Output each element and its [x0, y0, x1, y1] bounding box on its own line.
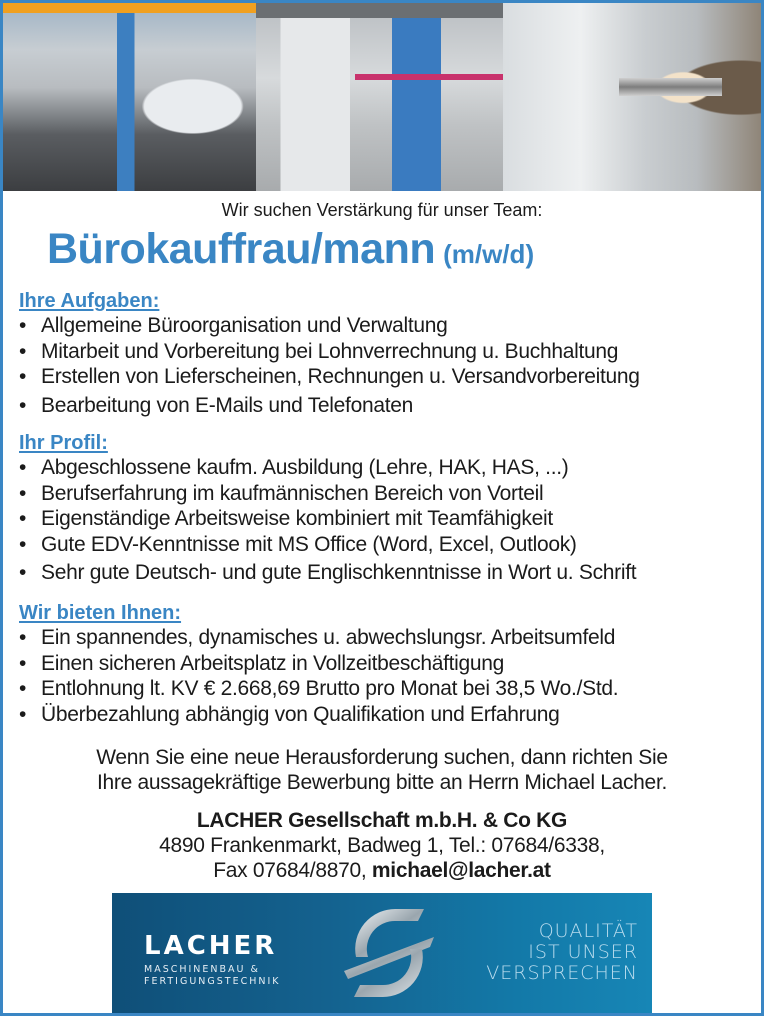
company-fax: Fax 07684/8870,	[213, 859, 372, 882]
bullet-icon: •	[19, 532, 27, 556]
list-item: • Erstellen von Lieferscheinen, Rechnungen u. Versandvorbereitung	[19, 365, 640, 388]
job-title-suffix: (m/w/d)	[443, 239, 535, 269]
intro-text: Wir suchen Verstärkung für unser Team:	[221, 200, 543, 220]
list-item: • Sehr gute Deutsch- und gute Englischkenntnisse in Wort u. Schrift	[19, 561, 637, 584]
job-title	[47, 225, 761, 274]
company-fax-email	[3, 858, 761, 883]
section-profile	[19, 431, 759, 586]
email-link[interactable]: michael@lacher.at	[371, 859, 551, 882]
bullet-icon: •	[19, 314, 27, 337]
photo-milling-tool	[503, 3, 761, 191]
brand-slogan: QUALITÄT IST UNSER VERSPRECHEN	[486, 920, 638, 984]
bullet-icon: •	[19, 481, 27, 505]
list-item: • Eigenständige Arbeitsweise kombiniert mit Teamfähigkeit	[19, 507, 553, 530]
lacher-logo-icon	[334, 901, 444, 1005]
company-contact	[3, 808, 761, 883]
job-title-main: Bürokauffrau/mann	[47, 225, 436, 273]
list-item: • Einen sicheren Arbeitsplatz in Vollzeitbeschäftigung	[19, 651, 505, 675]
brand-wordmark: LACHER	[144, 931, 278, 961]
offer-list	[19, 625, 759, 727]
section-tasks	[19, 289, 759, 418]
bullet-icon: •	[19, 507, 27, 530]
bullet-icon: •	[19, 393, 27, 417]
brand-subtitle: MASCHINENBAU & FERTIGUNGSTECHNIK	[144, 964, 281, 987]
bullet-icon: •	[19, 626, 27, 649]
list-item: • Abgeschlossene kaufm. Ausbildung (Lehre, HAK, HAS, ...)	[19, 456, 569, 479]
list-item: • Entlohnung lt. KV € 2.668,69 Brutto pro Monat bei 38,5 Wo./Std.	[19, 677, 619, 700]
bullet-icon: •	[19, 702, 27, 726]
bullet-icon: •	[19, 561, 27, 584]
section-offer	[19, 601, 759, 727]
closing-line-2: Ihre aussagekräftige Bewerbung bitte an Herrn Michael Lacher.	[96, 771, 668, 794]
bullet-icon: •	[19, 339, 27, 363]
closing-paragraph	[3, 745, 761, 795]
photo-strip	[3, 3, 761, 191]
photo-factory-hall	[3, 3, 256, 191]
list-item: • Bearbeitung von E-Mails und Telefonaten	[19, 393, 414, 417]
task-list	[19, 313, 759, 418]
list-item: • Allgemeine Büroorganisation und Verwaltung	[19, 314, 448, 337]
list-item: • Überbezahlung abhängig von Qualifikation und Erfahrung	[19, 702, 560, 726]
bullet-icon: •	[19, 456, 27, 479]
profile-list	[19, 455, 759, 586]
bullet-icon: •	[19, 365, 27, 388]
company-address: 4890 Frankenmarkt, Badweg 1, Tel.: 07684/6338,	[159, 834, 605, 857]
photo-cnc-machines	[256, 3, 503, 191]
section-heading: Wir bieten Ihnen:	[19, 602, 182, 624]
bullet-icon: •	[19, 677, 27, 700]
section-heading: Ihr Profil:	[19, 432, 108, 454]
list-item: • Gute EDV-Kenntnisse mit MS Office (Word, Excel, Outlook)	[19, 532, 577, 556]
section-heading: Ihre Aufgaben:	[19, 290, 160, 312]
list-item: • Mitarbeit und Vorbereitung bei Lohnverrechnung u. Buchhaltung	[19, 339, 619, 363]
company-banner	[112, 893, 652, 1013]
list-item: • Berufserfahrung im kaufmännischen Bereich von Vorteil	[19, 481, 544, 505]
list-item: • Ein spannendes, dynamisches u. abwechslungsr. Arbeitsumfeld	[19, 626, 616, 649]
company-name: LACHER Gesellschaft m.b.H. & Co KG	[196, 809, 568, 832]
bullet-icon: •	[19, 651, 27, 675]
closing-line-1: Wenn Sie eine neue Herausforderung suchen, dann richten Sie	[96, 746, 668, 769]
